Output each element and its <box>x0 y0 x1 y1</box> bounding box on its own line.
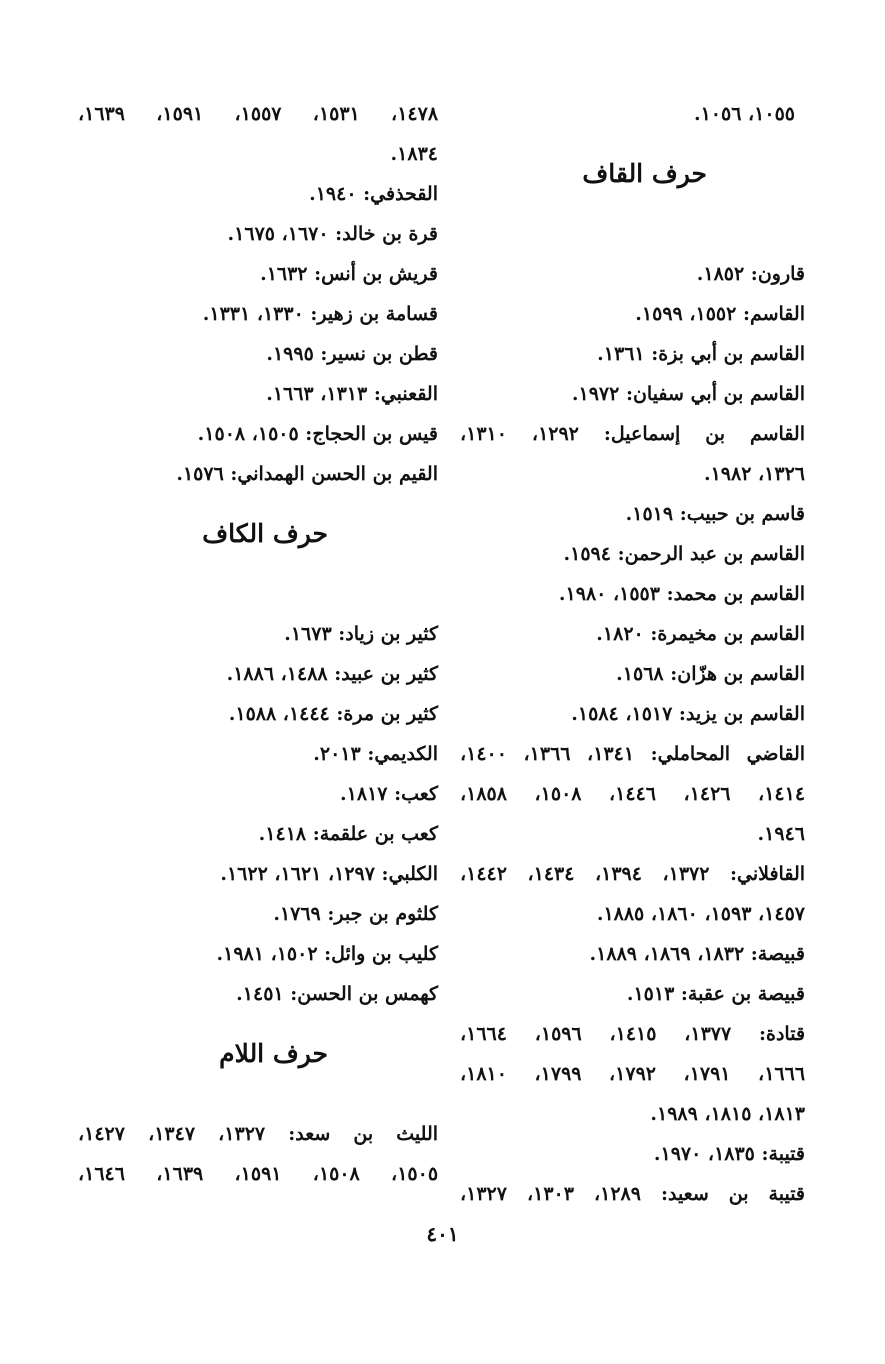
index-entry: قبيصة بن عقبة: ١٥١٣. <box>626 983 805 1005</box>
index-entry: كثير بن زياد: ١٦٧٣. <box>284 623 438 645</box>
index-entry: الكلبي: ١٢٩٧، ١٦٢١، ١٦٢٢. <box>220 863 438 885</box>
index-entry: القاسم بن أبي بزة: ١٣٦١. <box>597 343 805 365</box>
section-heading-lam: حرف اللام <box>219 1039 328 1068</box>
index-entry: القاسم بن محمد: ١٥٥٣، ١٩٨٠. <box>558 583 805 605</box>
index-entry: كثير بن مرة: ١٤٤٤، ١٥٨٨. <box>228 703 438 725</box>
spacer <box>78 574 438 614</box>
index-entry-continuation: ١٩٤٦. <box>757 823 805 845</box>
index-entry-continuation: ١٣٢٦، ١٩٨٢. <box>703 463 805 485</box>
spacer <box>460 214 805 254</box>
continuation-line: ١٠٥٥، ١٠٥٦. <box>693 103 795 125</box>
index-entry: كثير بن عبيد: ١٤٨٨، ١٨٨٦. <box>226 663 438 685</box>
index-entry: قاسم بن حبيب: ١٥١٩. <box>625 503 805 525</box>
index-entry: القاسم بن يزيد: ١٥١٧، ١٥٨٤. <box>571 703 805 725</box>
index-entry: قارون: ١٨٥٢. <box>696 263 805 285</box>
index-entry-continuation: ١٨١٣، ١٨١٥، ١٩٨٩. <box>650 1103 805 1125</box>
spacer <box>78 1094 438 1114</box>
page-number: ٤٠١ <box>426 1222 459 1246</box>
index-entry: القاسم: ١٥٥٢، ١٥٩٩. <box>635 303 805 325</box>
index-entry: الليث بن سعد: ١٣٢٧، ١٣٤٧، ١٤٢٧، <box>78 1123 439 1145</box>
index-entry: قتيبة بن سعيد: ١٢٨٩، ١٣٠٣، ١٣٢٧، <box>460 1183 806 1205</box>
index-entry: قسامة بن زهير: ١٣٣٠، ١٣٣١. <box>202 303 438 325</box>
index-entry: كعب بن علقمة: ١٤١٨. <box>258 823 438 845</box>
index-entry: القيم بن الحسن الهمداني: ١٥٧٦. <box>176 463 438 485</box>
index-entry-continuation: ١٥٠٥، ١٥٠٨، ١٥٩١، ١٦٣٩، ١٦٤٦، <box>78 1163 439 1185</box>
index-entry: كليب بن وائل: ١٥٠٢، ١٩٨١. <box>216 943 438 965</box>
index-entry-continuation: ١٤١٤، ١٤٢٦، ١٤٤٦، ١٥٠٨، ١٨٥٨، <box>460 783 806 805</box>
index-entry: الكديمي: ٢٠١٣. <box>313 743 438 765</box>
index-entry: القاضي المحاملي: ١٣٤١، ١٣٦٦، ١٤٠٠، <box>460 743 806 765</box>
index-entry: قتادة: ١٣٧٧، ١٤١٥، ١٥٩٦، ١٦٦٤، <box>460 1023 806 1045</box>
index-entry: القاسم بن عبد الرحمن: ١٥٩٤. <box>563 543 805 565</box>
right-column <box>460 94 805 1214</box>
index-entry: كلثوم بن جبر: ١٧٦٩. <box>273 903 438 925</box>
index-entry: قريش بن أنس: ١٦٣٢. <box>260 263 438 285</box>
index-entry-continuation: ١٤٧٨، ١٥٣١، ١٥٥٧، ١٥٩١، ١٦٣٩، <box>78 103 439 125</box>
index-entry: قيس بن الحجاج: ١٥٠٥، ١٥٠٨. <box>197 423 438 445</box>
index-entry-continuation: ١٤٥٧، ١٥٩٣، ١٨٦٠، ١٨٨٥. <box>596 903 805 925</box>
index-entry: قبيصة: ١٨٣٢، ١٨٦٩، ١٨٨٩. <box>589 943 805 965</box>
index-entry: كعب: ١٨١٧. <box>340 783 438 805</box>
index-entry-continuation: ١٨٣٤. <box>390 143 438 165</box>
index-entry: القاسم بن إسماعيل: ١٢٩٢، ١٣١٠، <box>460 423 805 445</box>
index-entry: قطن بن نسير: ١٩٩٥. <box>266 343 438 365</box>
left-column <box>78 94 438 1194</box>
index-entry: القافلاني: ١٣٧٢، ١٣٩٤، ١٤٣٤، ١٤٤٢، <box>460 863 806 885</box>
section-heading-qaf: حرف القاف <box>582 159 707 188</box>
section-heading-kaf: حرف الكاف <box>202 519 328 548</box>
index-entry: القاسم بن مخيمرة: ١٨٢٠. <box>596 623 805 645</box>
index-entry: كهمس بن الحسن: ١٤٥١. <box>236 983 438 1005</box>
index-entry: القحذفي: ١٩٤٠. <box>309 183 438 205</box>
index-entry: القاسم بن هزّان: ١٥٦٨. <box>616 663 805 685</box>
index-entry: القاسم بن أبي سفيان: ١٩٧٢. <box>571 383 805 405</box>
index-entry-continuation: ١٦٦٦، ١٧٩١، ١٧٩٢، ١٧٩٩، ١٨١٠، <box>460 1063 806 1085</box>
index-entry: قرة بن خالد: ١٦٧٠، ١٦٧٥. <box>227 223 438 245</box>
index-entry: القعنبي: ١٣١٣، ١٦٦٣. <box>266 383 438 405</box>
index-entry: قتيبة: ١٨٣٥، ١٩٧٠. <box>653 1143 805 1165</box>
